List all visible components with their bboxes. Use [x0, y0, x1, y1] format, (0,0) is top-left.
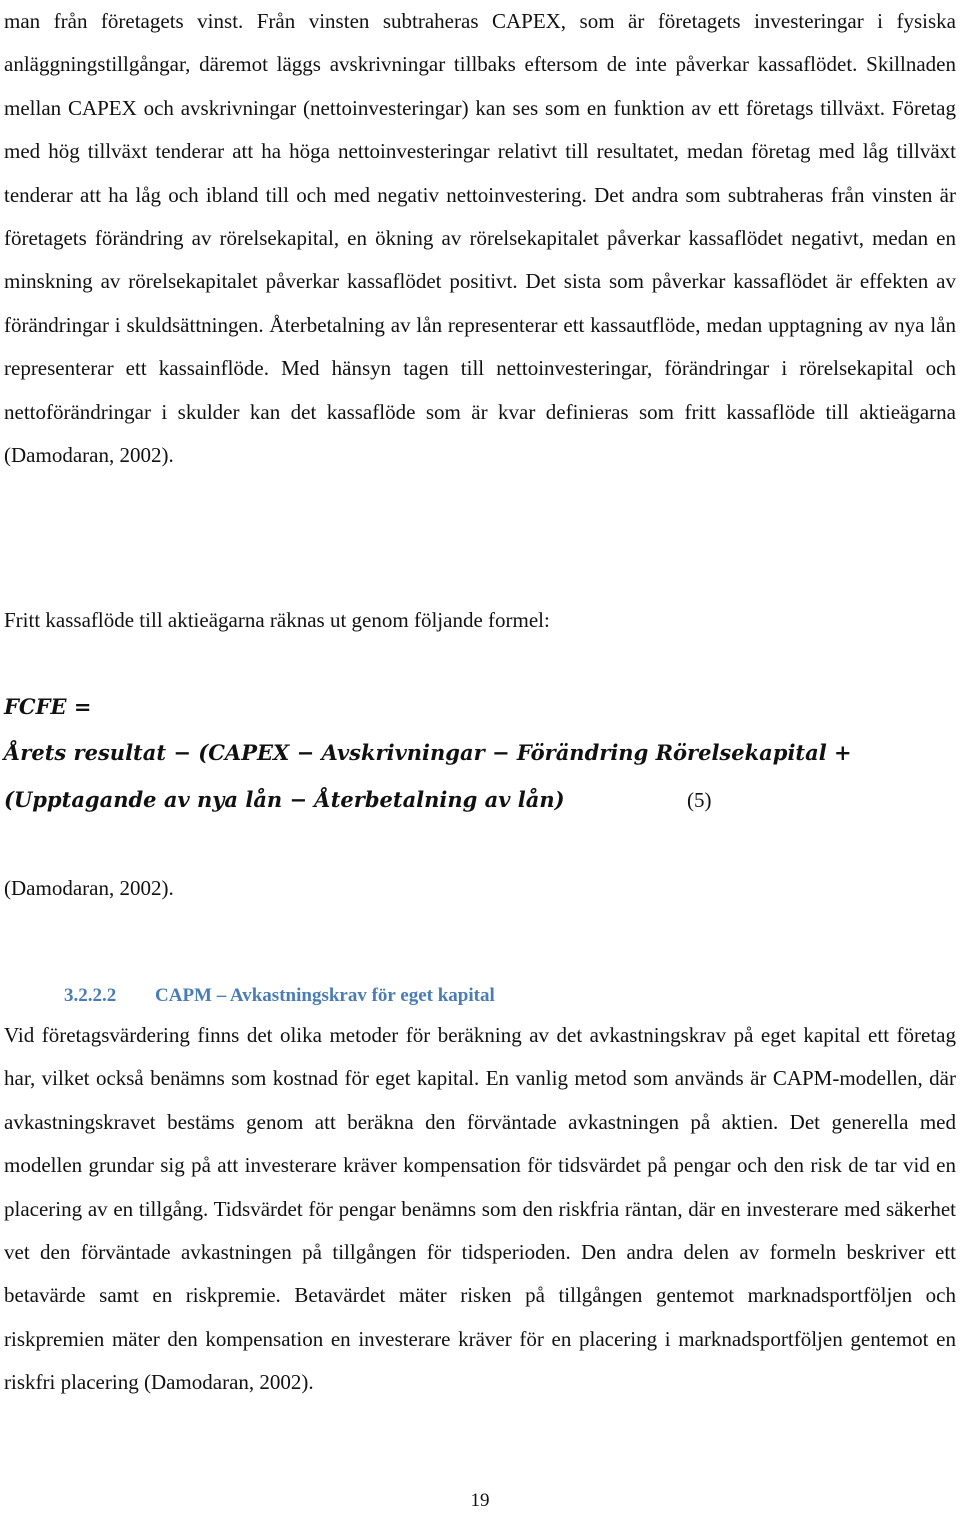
section-number: 3.2.2.2 [64, 985, 117, 1006]
formula-line-1: FCFE = [4, 694, 92, 719]
formula-intro: Fritt kassaflöde till aktieägarna räknas ut genom följande formel: [4, 608, 550, 632]
section-title: CAPM – Avkastningskrav för eget kapital [155, 985, 495, 1006]
citation: (Damodaran, 2002). [4, 876, 174, 900]
page-number: 19 [470, 1490, 490, 1511]
formula-line-3-text: (Upptagande av nya lån − Återbetalning av lån) [4, 787, 565, 812]
equation-number: (5) [687, 788, 712, 812]
formula-line-3 [4, 777, 724, 823]
formula-line-2: Årets resultat − (CAPEX − Avskrivningar − Förändring Rörelsekapital + [4, 740, 852, 765]
body-paragraph-capm: Vid företagsvärdering finns det olika metoder för beräkning av det avkastningskrav på eget kapital ett företag har, vilket också benämns som kostnad för eget kapital. En vanlig metod som används är CAPM-modellen, där avkastningskravet bestäms genom att beräkna den förväntade avkastningen på aktien. Det generella med modellen grundar sig på att investerare kräver kompensation för tidsvärdet på pengar och den risk de tar vid en placering av en tillgång. Tidsvärdet för pengar benämns som den riskfria räntan, där en investerare med säkerhet vet den förväntade avkastningen på tillgången för tidsperioden. Den andra delen av formeln beskriver ett betavärde samt en riskpremie. Betavärdet mäter risken på tillgången gentemot marknadsportföljen och riskpremien mäter den kompensation en investerare kräver för en placering i marknadsportföljen gentemot en riskfri placering (Damodaran, 2002). [4, 1023, 956, 1395]
section-heading [64, 982, 495, 1010]
body-paragraph-fcfe: man från företagets vinst. Från vinsten subtraheras CAPEX, som är företagets investeringar i fysiska anläggningstillgångar, däremot läggs avskrivningar tillbaks eftersom de inte påverkar kassaflödet. Skillnaden mellan CAPEX och avskrivningar (nettoinvesteringar) kan ses som en funktion av ett företags tillväxt. Företag med hög tillväxt tenderar att ha höga nettoinvesteringar relativt till resultatet, medan företag med låg tillväxt tenderar att ha låg och ibland till och med negativ nettoinvestering. Det andra som subtraheras från vinsten är företagets förändring av rörelsekapital, en ökning av rörelsekapitalet påverkar kassaflödet negativt, medan en minskning av rörelsekapitalet påverkar kassaflödet positivt. Det sista som påverkar kassaflödet är effekten av förändringar i skuldsättningen. Återbetalning av lån representerar ett kassautflöde, medan upptagning av nya lån representerar ett kassainflöde. Med hänsyn tagen till nettoinvesteringar, förändringar i rörelsekapital och nettoförändringar i skulder kan det kassaflöde som är kvar definieras som fritt kassaflöde till aktieägarna (Damodaran, 2002). [4, 9, 956, 468]
